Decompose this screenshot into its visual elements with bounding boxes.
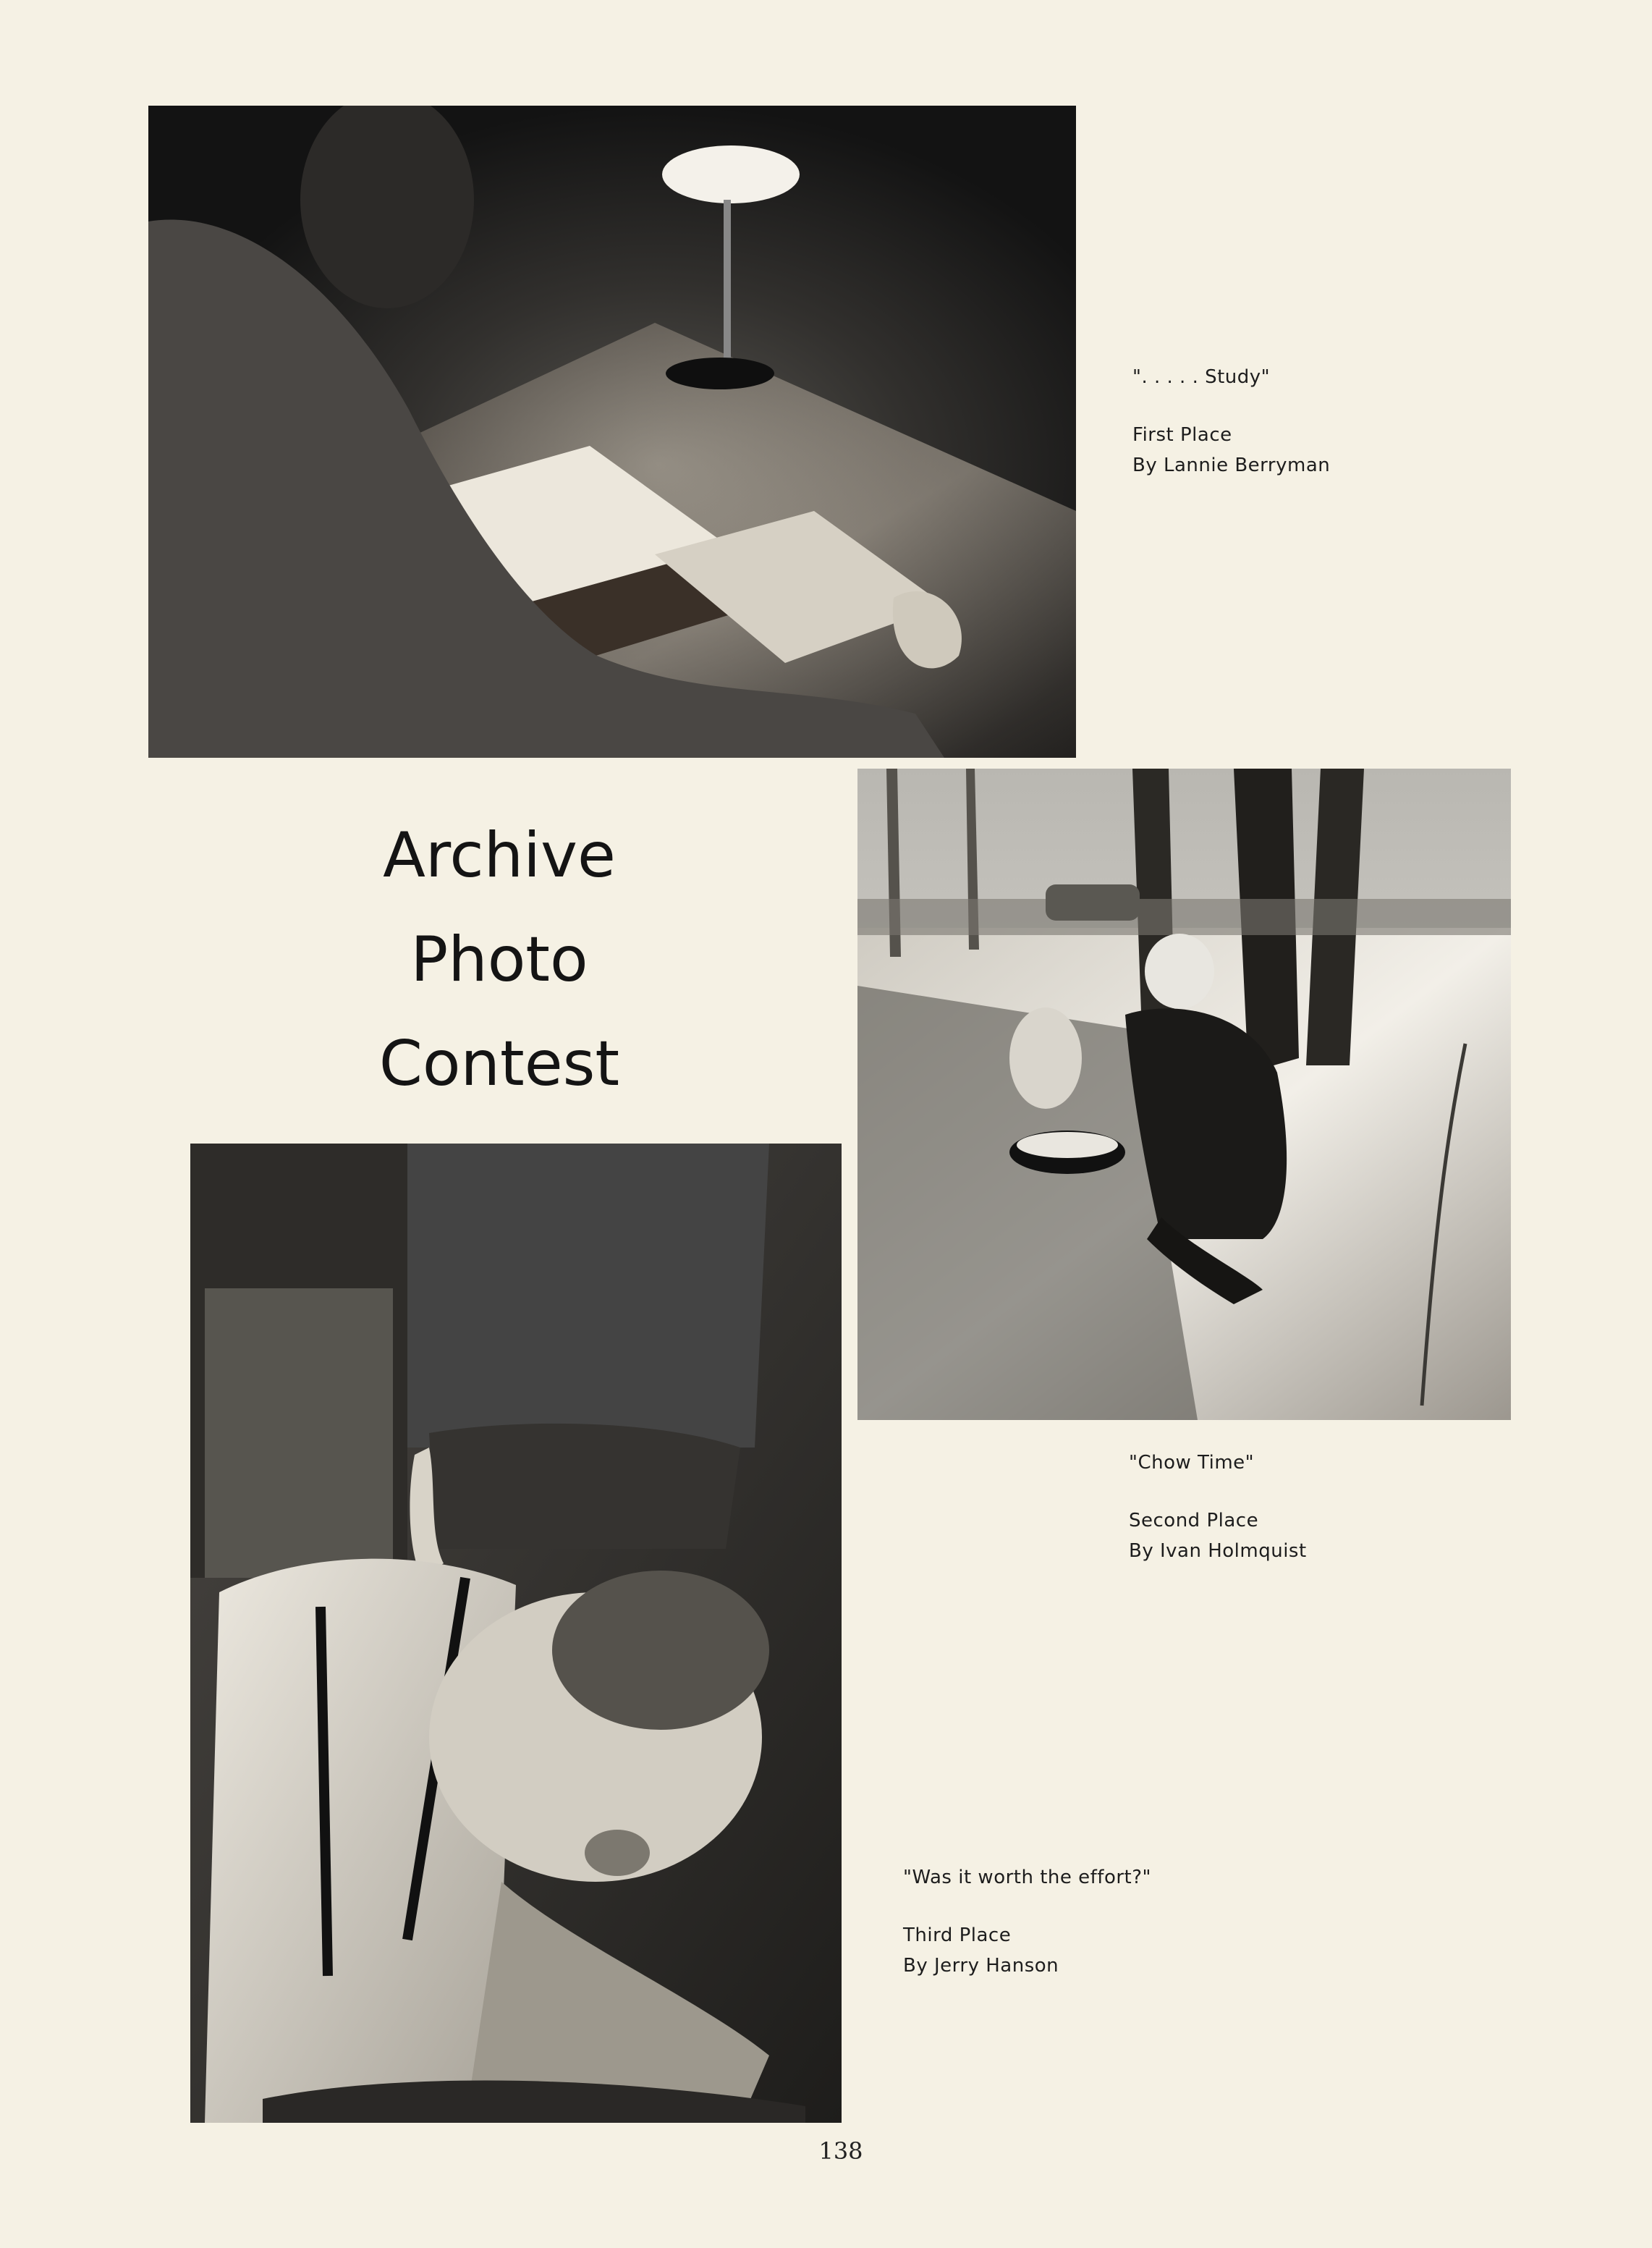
title-line-contest: Contest — [378, 1028, 620, 1100]
title-line-archive: Archive — [383, 819, 616, 892]
photo-study-image — [148, 106, 1076, 758]
caption-title: ". . . . . Study" — [1132, 366, 1271, 388]
caption-second-place — [1129, 1448, 1307, 1566]
title-line-photo: Photo — [410, 924, 588, 996]
photo-chow-time-image — [857, 769, 1511, 1420]
page-number: 138 — [818, 2137, 863, 2165]
photo-chow-time — [857, 769, 1511, 1420]
caption-place: Third Place — [903, 1924, 1012, 1946]
caption-title: "Chow Time" — [1129, 1452, 1255, 1474]
photo-worth-the-effort — [190, 1144, 842, 2123]
page-title — [347, 803, 651, 1116]
caption-place: Second Place — [1129, 1510, 1259, 1531]
caption-author: By Lannie Berryman — [1132, 455, 1331, 476]
caption-place: First Place — [1132, 424, 1232, 446]
photo-study — [148, 106, 1076, 758]
caption-author: By Ivan Holmquist — [1129, 1540, 1307, 1562]
caption-first-place — [1132, 362, 1330, 481]
caption-author: By Jerry Hanson — [903, 1955, 1059, 1977]
caption-title: "Was it worth the effort?" — [903, 1867, 1152, 1888]
photo-worth-the-effort-image — [190, 1144, 842, 2123]
caption-third-place — [903, 1862, 1151, 1981]
